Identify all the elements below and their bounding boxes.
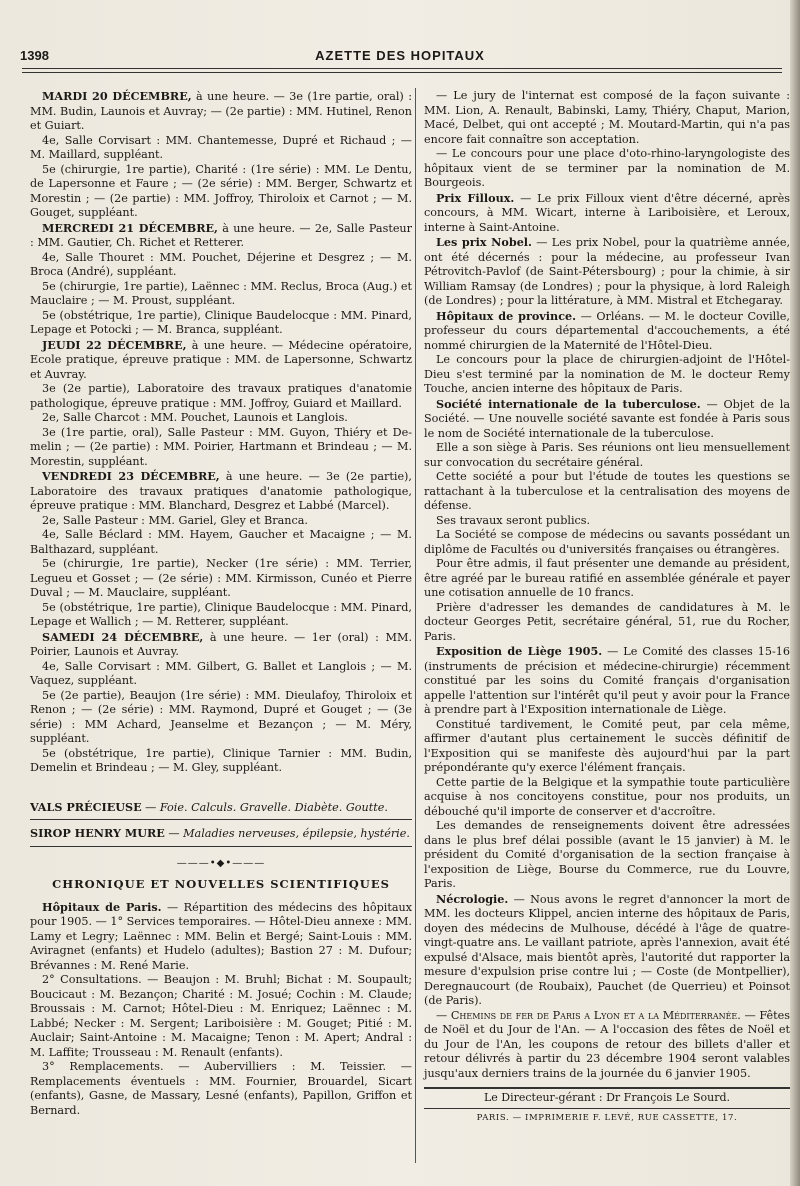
paragraph-text: à une heure. — 3e (2e partie), Laboratoire des travaux pratiques d'anatomie pathologique, épreuve pratique : MM. Blanchard, Desgrez et Labbé (Marcel). bbox=[30, 470, 412, 512]
day-heading: JEUDI 22 DÉCEMBRE, bbox=[42, 337, 187, 352]
journal-title: AZETTE DES HOPITAUX bbox=[315, 48, 485, 63]
paragraph: Cette partie de la Belgique et la sympathie toute particulière acquise à nos concitoyens constitue, pour nos produits, un débouché qu'il importe de conserver et d'accroître. bbox=[424, 775, 790, 818]
section-ornament: ———•◆•——— bbox=[176, 857, 266, 869]
paragraph-text: — Nous avons le regret d'annoncer la mort de MM. les docteurs Klippel, ancien interne des hôpitaux de Paris, doyen des médecins de Mulhouse, décédé à l'âge de quatre-vingt-quatre ans. Le vaillant patriote, après l'annexion, avait été expulsé d'Alsace, mais bientôt après, l'autorité dut rapporter la mesure d'expulsion prise contre lui ; — Coste (de Montpellier), Deregnaucourt (de Roubaix), Pauchet (de Querrieu) et Poinsot (de Paris). bbox=[424, 892, 790, 1007]
paragraph: 5e (chirurgie, 1re partie), Laënnec : MM. Reclus, Broca (Aug.) et Mauclaire ; — M. Proust, suppléant. bbox=[30, 279, 412, 307]
paragraph: 3e (1re partie, oral), Salle Pasteur : MM. Guyon, Thiéry et De-melin ; — (2e partie) : MM. Poirier, Hartmann et Brindeau ; — M. Morestin, suppléant. bbox=[30, 425, 412, 468]
hopitaux-province bbox=[424, 309, 790, 354]
paragraph: 5e (obstétrique, 1re partie), Clinique Baudelocque : MM. Pinard, Lepage et Potocki ; — M. Branca, suppléant. bbox=[30, 308, 412, 336]
prix-filloux bbox=[424, 191, 790, 236]
ad-name: VALS PRÉCIEUSE bbox=[30, 799, 142, 814]
prix-nobel bbox=[424, 235, 790, 309]
exam-samedi bbox=[30, 630, 412, 660]
exam-mardi bbox=[30, 89, 412, 134]
paragraph: 3e (2e partie), Laboratoire des travaux pratiques d'anatomie pathologique, épreuve pratique : MM. Joffroy, Guiard et Maillard. bbox=[30, 382, 412, 410]
paragraph: 2e, Salle Charcot : MM. Pouchet, Launois et Langlois. bbox=[42, 411, 348, 424]
paragraph: — Le jury de l'internat est composé de la façon suivante : MM. Lion, A. Renault, Babinski, Lamy, Thiéry, Chaput, Marion, Macé, Delbet, qui ont accepté ; M. Moutard-Martin, qui n'a pas encore fait connaître son acceptation. bbox=[424, 89, 790, 146]
paragraph: Elle a son siège à Paris. Ses réunions ont lieu mensuellement sur convocation du secrétaire général. bbox=[424, 441, 790, 469]
necrologie bbox=[424, 892, 790, 1009]
column-divider bbox=[415, 88, 416, 1163]
paragraph: 2e, Salle Pasteur : MM. Gariel, Gley et Branca. bbox=[42, 513, 308, 527]
paragraph: 4e, Salle Thouret : MM. Pouchet, Déjerine et Desgrez ; — M. Broca (André), suppléant. bbox=[30, 250, 412, 278]
paragraph: 2° Consultations. — Beaujon : M. Bruhl; Bichat : M. Soupault; Boucicaut : M. Bezançon; Charité : M. Josué; Cochin : M. Claude; Broussais : M. Carnot; Hôtel-Dieu : M. Enriquez; Laënnec : M. Labbé; Necker : M. Sergent; Lariboisière : M. Gouget; Pitié : M. Auclair; Saint-Antoine : M. Macaigne; Tenon : M. Apert; Andral : M. Laffite; Trousseau : M. Renault (enfants). bbox=[30, 973, 412, 1059]
paragraph-text: — Le prix Filloux vient d'être décerné, après concours, à MM. Wicart, interne à Lariboisière, et Leroux, interne à Saint-Antoine. bbox=[424, 191, 790, 234]
ad-text: — Foie. Calculs. Gravelle. Diabète. Goutte. bbox=[141, 800, 388, 814]
section-title: CHRONIQUE ET NOUVELLES SCIENTIFIQUES bbox=[52, 877, 390, 891]
ad-name: SIROP HENRY MURE bbox=[30, 826, 165, 840]
day-heading: SAMEDI 24 DÉCEMBRE, bbox=[42, 629, 204, 644]
paragraph-text: à une heure. — 2e, Salle Pasteur : MM. Gautier, Ch. Richet et Retterer. bbox=[30, 221, 412, 249]
paragraph-text: — Orléans. — M. le docteur Coville, professeur du cours départemental d'accouchements, a été nommé chirurgien de la Maternité de l'Hôtel-Dieu. bbox=[424, 309, 790, 352]
paragraph: Pour être admis, il faut présenter une demande au président, être agréé par le bureau ratifié en assemblée générale et payer une cotisation annuelle de 10 francs. bbox=[424, 557, 790, 599]
paragraph: Prière d'adresser les demandes de candidatures à M. le docteur Georges Petit, secrétaire général, 51, rue du Rocher, Paris. bbox=[424, 600, 790, 643]
paragraph: Ses travaux seront publics. bbox=[436, 513, 591, 527]
paragraph: 4e, Salle Béclard : MM. Hayem, Gaucher et Macaigne ; — M. Balthazard, suppléant. bbox=[30, 528, 412, 556]
paragraph: 4e, Salle Corvisart : MM. Gilbert, G. Ballet et Langlois ; — M. Vaquez, suppléant. bbox=[30, 659, 412, 687]
chemins-de-fer bbox=[424, 1009, 790, 1082]
day-heading: MARDI 20 DÉCEMBRE, bbox=[42, 89, 192, 103]
page-edge-shadow bbox=[790, 0, 800, 1186]
right-column bbox=[424, 89, 790, 1125]
societe-tuberculose bbox=[424, 397, 790, 442]
news-heading: Exposition de Liège 1905. bbox=[436, 644, 603, 658]
paragraph: 4e, Salle Corvisart : MM. Chantemesse, Dupré et Richaud ; — M. Maillard, suppléant. bbox=[30, 133, 412, 161]
paragraph-text: à une heure. — 3e (1re partie, oral) : MM. Budin, Launois et Auvray; — (2e partie) : MM. Hutinel, Renon et Guiart. bbox=[30, 90, 412, 132]
paragraph: 5e (chirurgie, 1re partie), Charité : (1re série) : MM. Le Dentu, de Lapersonne et Faure ; — (2e série) : MM. Berger, Schwartz et Morestin ; — (2e partie) : MM. Joffroy, Thiroloix et Carnot ; — M. Gouget, suppléant. bbox=[30, 162, 412, 219]
paragraph: 5e (chirurgie, 1re partie), Necker (1re série) : MM. Terrier, Legueu et Gosset ; — (2e série) : MM. Kirmisson, Cunéo et Pierre Duval ; — M. Mauclaire, suppléant. bbox=[30, 557, 412, 599]
day-heading: VENDREDI 23 DÉCEMBRE, bbox=[42, 469, 220, 483]
news-heading: Prix Filloux. bbox=[436, 190, 515, 205]
paragraph-text: — Fêtes de Noël et du Jour de l'An. — A l'occasion des fêtes de Noël et du Jour de l'An, les coupons de retour des billets d'aller et retour délivrés à partir du 23 décembre 1904 seront valables jusqu'aux derniers trains de la journée du 6 janvier 1905. bbox=[424, 1008, 790, 1080]
page-header bbox=[20, 48, 780, 68]
paragraph: Le concours pour la place de chirurgien-adjoint de l'Hôtel-Dieu s'est terminé par la nomination de M. le docteur Remy Touche, ancien interne des hôpitaux de Paris. bbox=[424, 353, 790, 395]
spacer bbox=[30, 776, 412, 794]
paragraph: 3° Remplacements. — Aubervilliers : M. Teissier. — Remplacements éventuels : MM. Fournier, Brouardel, Sicart (enfants), Gasne, de Massary, Lesné (enfants), Papillon, Griffon et Bernard. bbox=[30, 1060, 412, 1117]
paragraph: La Société se compose de médecins ou savants possédant un diplôme de Facultés ou d'universités françaises ou étrangères. bbox=[424, 528, 790, 556]
exam-mercredi bbox=[30, 221, 412, 251]
paragraph: 5e (obstétrique, 1re partie), Clinique Tarnier : MM. Budin, Demelin et Brindeau ; — M. Gley, suppléant. bbox=[30, 746, 412, 774]
paragraph-text: — Le Comité des classes 15-16 (instruments de précision et médecine-chirurgie) récemment constitué par les soins du Comité français d'organisation appelle l'attention sur l'intérêt qu'il peut y avoir pour la France à prendre part à l'Exposition internationale de Liège. bbox=[424, 645, 791, 716]
news-heading: Société internationale de la tuberculose. bbox=[436, 396, 701, 411]
paragraph: 5e (obstétrique, 1re partie), Clinique Baudelocque : MM. Pinard, Lepage et Wallich ; — M. Retterer, suppléant. bbox=[30, 600, 412, 628]
news-heading: Nécrologie. bbox=[436, 891, 509, 906]
exam-vendredi bbox=[30, 469, 412, 514]
exposition-liege bbox=[424, 644, 790, 718]
exam-jeudi bbox=[30, 338, 412, 383]
paragraph-text: — Objet de la Société. — Une nouvelle société savante est fondée à Paris sous le nom de Société internationale de la tuberculose. bbox=[424, 397, 790, 440]
news-heading: Hôpitaux de province. bbox=[436, 308, 577, 323]
ad-text: — Maladies nerveuses, épilepsie, hystérie. bbox=[164, 827, 410, 840]
page-number: 1398 bbox=[20, 48, 49, 63]
paragraph: Cette société a pour but l'étude de toutes les questions se rattachant à la tuberculose et la centralisation des moyens de défense. bbox=[424, 470, 790, 512]
hopitaux-paris bbox=[30, 900, 412, 974]
paragraph-text: à une heure. — Médecine opératoire, Ecole pratique, épreuve pratique : MM. de Lapersonne, Schwartz et Auvray. bbox=[30, 338, 412, 381]
paragraph-text: à une heure. — 1er (oral) : MM. Poirier, Launois et Auvray. bbox=[30, 630, 412, 658]
paragraph: 5e (2e partie), Beaujon (1re série) : MM. Dieulafoy, Thiroloix et Renon ; — (2e série) : MM. Raymond, Dupré et Gouget ; — (3e série) : MM Achard, Jeanselme et Bezançon ; — M. Méry, suppléant. bbox=[30, 688, 412, 745]
news-heading: — Chemins de fer de Paris a Lyon et a la Méditerranée. bbox=[436, 1008, 741, 1022]
paragraph-text: — Les prix Nobel, pour la quatrième année, ont été décernés : pour la médecine, au professeur Ivan Pétrovitch-Pavlof (de Saint-Pétersbourg) ; pour la chimie, à sir William Ramsay (de Londres) ; pour la physique, à lord Raleigh (de Londres) ; pour la littérature, à MM. Mistral et Etchegaray. bbox=[424, 236, 791, 307]
news-heading: Hôpitaux de Paris. bbox=[42, 899, 162, 914]
director-line: Le Directeur-gérant : Dr François Le Sourd. bbox=[424, 1087, 790, 1109]
paragraph: Les demandes de renseignements doivent être adressées dans le plus bref délai possible (avant le 15 janvier) à M. le président du Comité d'organisation de la section française à l'exposition de Liège, Bourse du Commerce, rue du Louvre, Paris. bbox=[424, 819, 790, 890]
advertisement-vals bbox=[30, 800, 412, 821]
left-column bbox=[30, 89, 412, 1118]
header-rule-thick bbox=[22, 68, 782, 69]
news-heading: Les prix Nobel. bbox=[436, 235, 532, 249]
advertisement-sirop bbox=[30, 826, 412, 847]
header-rule-thin bbox=[22, 72, 782, 73]
paragraph: Constitué tardivement, le Comité peut, par cela même, affirmer d'autant plus certainement le succès définitif de l'Exposition qui se manifeste dès aujourd'hui par la part prépondérante qu'y exerce l'élément français. bbox=[424, 717, 790, 774]
day-heading: MERCREDI 21 DÉCEMBRE, bbox=[42, 220, 218, 235]
paragraph: — Le concours pour une place d'oto-rhino-laryngologiste des hôpitaux vient de se terminer par la nomination de M. Bourgeois. bbox=[424, 147, 790, 189]
printer-line: PARIS. — IMPRIMERIE F. LEVÉ, RUE CASSETTE, 17. bbox=[476, 1112, 738, 1123]
paragraph-text: — Répartition des médecins des hôpitaux pour 1905. — 1° Services temporaires. — Hôtel-Dieu annexe : MM. Lamy et Legry; Laënnec : MM. Belin et Bergé; Saint-Louis : MM. Aviragnet (enfants) et Hudelo (adultes); Bastion 27 : M. Dufour; Brévannes : M. René Marie. bbox=[30, 900, 412, 972]
